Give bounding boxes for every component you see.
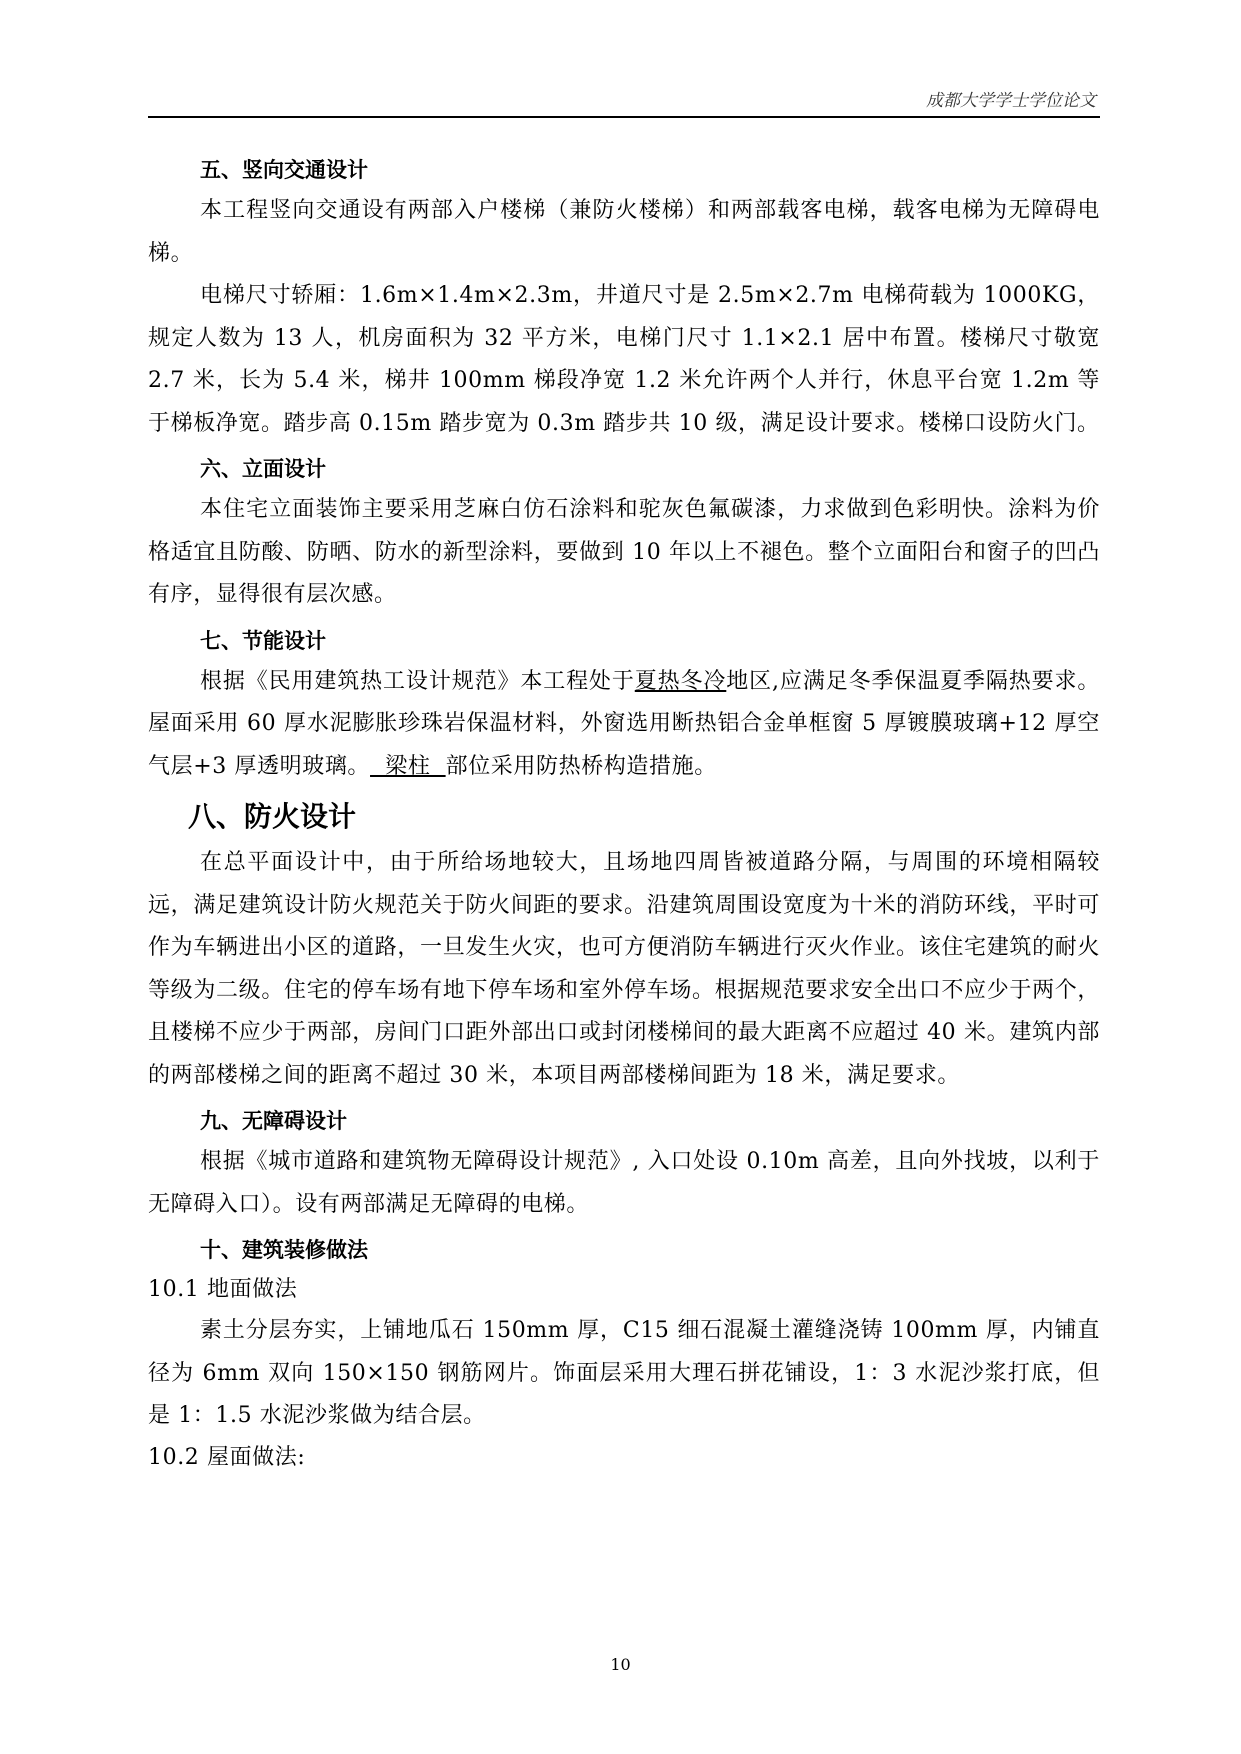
page-number: 10 [610, 1655, 631, 1674]
section-10-paragraph-1: 素土分层夯实，上铺地瓜石 150mm 厚，C15 细石混凝土灌缝浇铸 100mm 厚，内铺直径为 6mm 双向 150×150 钢筋网片。饰面层采用大理石拼花铺设，1：3 水泥沙浆打底，但是 1：1.5 水泥沙浆做为结合层。 [148, 1318, 1100, 1428]
section-7-paragraph-1 [148, 661, 1100, 789]
document-body [148, 150, 1100, 1478]
section-5-title: 五、竖向交通设计 [200, 158, 368, 182]
section-6-title: 六、立面设计 [200, 457, 326, 481]
section-6-paragraph-1: 本住宅立面装饰主要采用芝麻白仿石涂料和驼灰色氟碳漆，力求做到色彩明快。涂料为价格适宜且防酸、防晒、防水的新型涂料，要做到 10 年以上不褪色。整个立面阳台和窗子的凹凸有序，显得很有层次感。 [148, 497, 1100, 607]
beam-column-underlined: 梁柱 [370, 753, 446, 779]
section-5-paragraph-2: 电梯尺寸轿厢：1.6m×1.4m×2.3m，井道尺寸是 2.5m×2.7m 电梯荷载为 1000KG，规定人数为 13 人，机房面积为 32 平方米，电梯门尺寸 1.1×2.1 居中布置。楼梯尺寸敬宽 2.7 米，长为 5.4 米，梯井 100mm 梯段净宽 1.2 米允许两个人并行，休息平台宽 1.2m 等于梯板净宽。踏步高 0.15m 踏步宽为 0.3m 踏步共 10 级，满足设计要求。楼梯口设防火门。 [148, 283, 1100, 436]
section-5-paragraph-1: 本工程竖向交通设有两部入户楼梯（兼防火楼梯）和两部载客电梯，载客电梯为无障碍电梯。 [148, 198, 1100, 266]
section-7-title: 七、节能设计 [200, 628, 326, 653]
subsection-10-2-title: 10.2 屋面做法: [148, 1444, 306, 1470]
section-8-title: 八、防火设计 [188, 800, 357, 833]
section-7-text-a: 根据《民用建筑热工设计规范》本工程处于 [200, 668, 635, 694]
section-10-title: 十、建筑装修做法 [200, 1238, 368, 1262]
section-7-text-c: 地区,应满足冬季保温夏季隔热要求。屋面采用 60 厚水泥膨胀珍珠岩保温材料，外窗选用断热铝合金单框窗 5 厚镀膜玻璃+12 厚空气层+3 厚透明玻璃。 [148, 668, 1100, 779]
subsection-10-1-title: 10.1 地面做法 [148, 1277, 298, 1302]
section-9-title: 九、无障碍设计 [200, 1109, 347, 1133]
section-9-paragraph-1: 根据《城市道路和建筑物无障碍设计规范》, 入口处设 0.10m 高差，且向外找坡，以利于无障碍入口）。设有两部满足无障碍的电梯。 [148, 1149, 1100, 1217]
section-7-text-e: 部位采用防热桥构造措施。 [445, 753, 717, 779]
climate-zone-underlined: 夏热冬冷 [634, 668, 727, 694]
section-8-paragraph-1: 在总平面设计中，由于所给场地较大，且场地四周皆被道路分隔，与周围的环境相隔较远，满足建筑设计防火规范关于防火间距的要求。沿建筑周围设宽度为十米的消防环线，平时可作为车辆进出小区的道路，一旦发生火灾，也可方便消防车辆进行灭火作业。该住宅建筑的耐火等级为二级。住宅的停车场有地下停车场和室外停车场。根据规范要求安全出口不应少于两个，且楼梯不应少于两部，房间门口距外部出口或封闭楼梯间的最大距离不应超过 40 米。建筑内部的两部楼梯之间的距离不超过 30 米，本项目两部楼梯间距为 18 米，满足要求。 [148, 850, 1100, 1088]
header-title: 成都大学学士学位论文 [926, 91, 1096, 111]
page-header [148, 86, 1100, 118]
